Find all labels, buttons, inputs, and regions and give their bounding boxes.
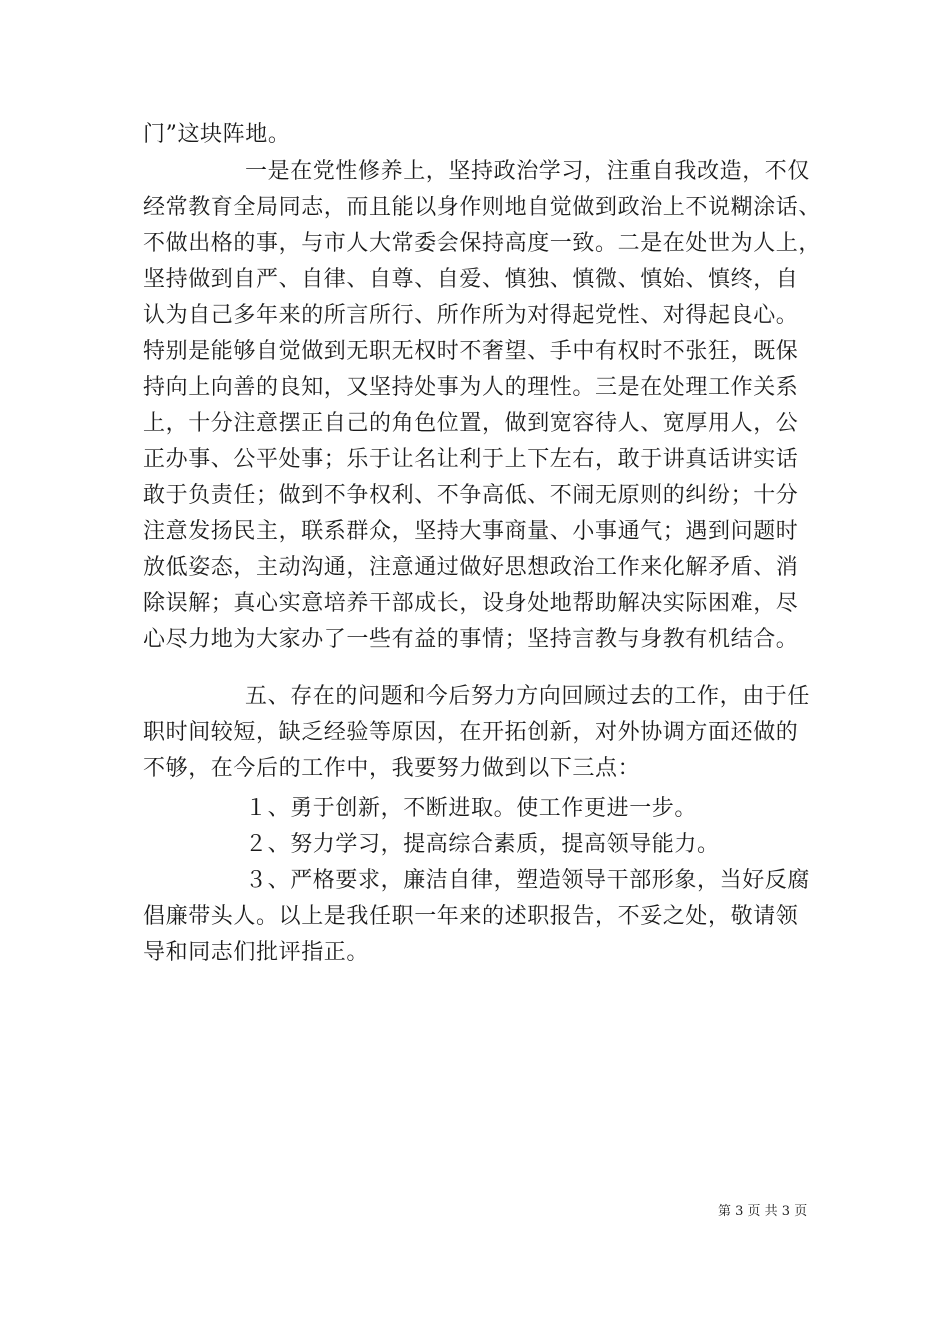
text-line: 放低姿态，主动沟通，注意通过做好思想政治工作来化解矛盾、消	[143, 555, 799, 580]
text-line: 上，十分注意摆正自己的角色位置，做到宽容待人、宽厚用人，公	[143, 411, 799, 436]
text-line: 坚持做到自严、自律、自尊、自爱、慎独、慎微、慎始、慎终，自	[143, 267, 799, 292]
text-line: 职时间较短，缺乏经验等原因，在开拓创新，对外协调方面还做的	[143, 720, 799, 745]
text-line: 门”这块阵地。	[143, 122, 291, 147]
text-line: 特别是能够自觉做到无职无权时不奢望、手中有权时不张狂，既保	[143, 339, 799, 364]
text-line: 不够，在今后的工作中，我要努力做到以下三点：	[143, 756, 641, 781]
text-line: 持向上向善的良知，又坚持处事为人的理性。三是在处理工作关系	[143, 375, 799, 400]
text-line: 正办事、公平处事；乐于让名让利于上下左右，敢于讲真话讲实话	[143, 447, 799, 472]
text-line: 心尽力地为大家办了一些有益的事情；坚持言教与身教有机结合。	[143, 627, 799, 652]
text-line: 注意发扬民主，联系群众，坚持大事商量、小事通气；遇到问题时	[143, 519, 799, 544]
text-line: 倡廉带头人。以上是我任职一年来的述职报告，不妥之处，敬请领	[143, 904, 799, 929]
list-item: １、勇于创新，不断进取。使工作更进一步。	[245, 796, 698, 821]
text-line: 五、存在的问题和今后努力方向回顾过去的工作，由于任	[245, 684, 811, 709]
list-item: ２、努力学习，提高综合素质，提高领导能力。	[245, 832, 720, 857]
text-line: 认为自己多年来的所言所行、所作所为对得起党性、对得起良心。	[143, 303, 799, 328]
text-line: 导和同志们批评指正。	[143, 940, 370, 965]
text-line: 除误解；真心实意培养干部成长，设身处地帮助解决实际困难，尽	[143, 591, 799, 616]
text-line: 敢于负责任；做到不争权利、不争高低、不闹无原则的纠纷；十分	[143, 483, 799, 508]
text-line: 一是在党性修养上，坚持政治学习，注重自我改造，不仅	[245, 159, 811, 184]
page-footer: 第 3 页 共 3 页	[718, 1204, 808, 1219]
list-item: ３、严格要求，廉洁自律，塑造领导干部形象，当好反腐	[245, 868, 811, 893]
text-line: 不做出格的事，与市人大常委会保持高度一致。二是在处世为人上，	[143, 231, 822, 256]
text-line: 经常教育全局同志，而且能以身作则地自觉做到政治上不说糊涂话、	[143, 195, 822, 220]
